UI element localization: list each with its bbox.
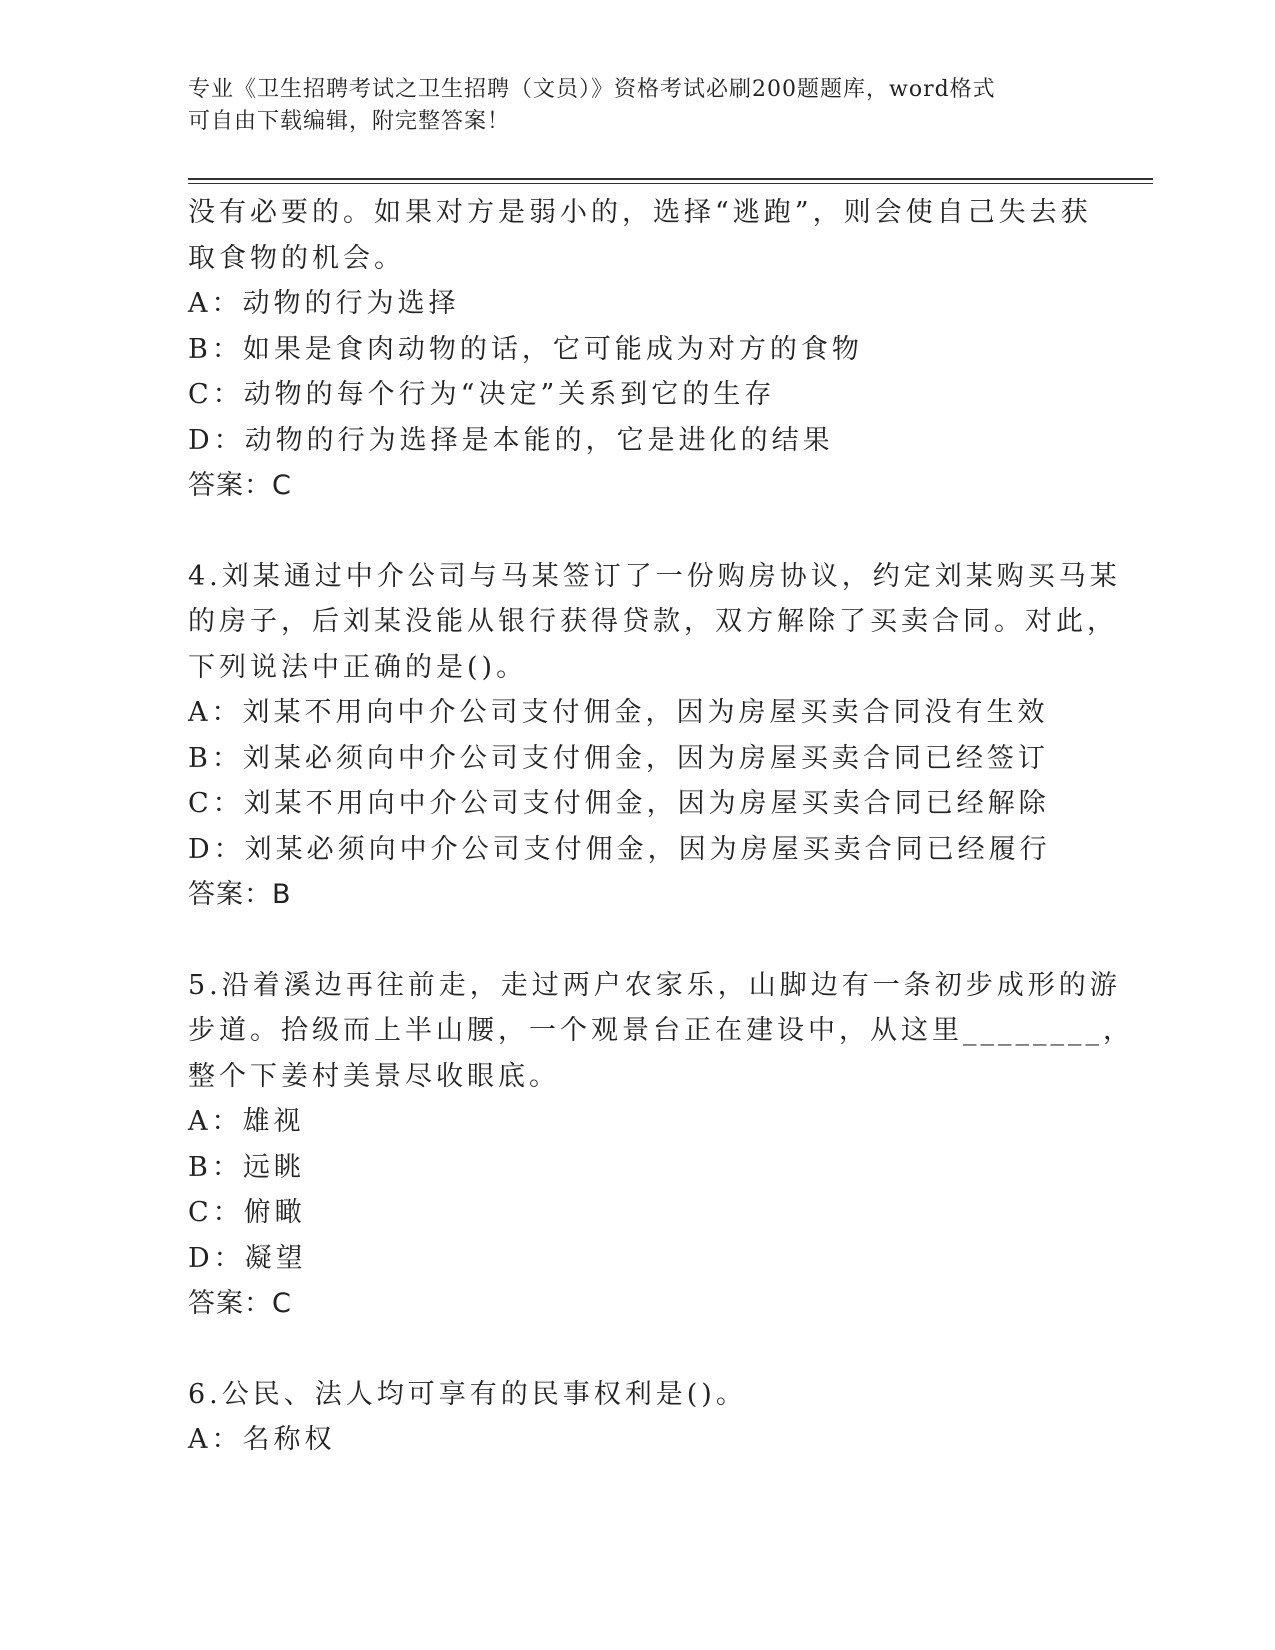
header-line-1: 专业《卫生招聘考试之卫生招聘（文员）》资格考试必刷200题题库，word格式: [188, 77, 996, 102]
document-body: [188, 190, 1134, 1463]
question-line: 没有必要的。如果对方是弱小的，选择“逃跑”，则会使自己失去获: [188, 197, 1092, 228]
option-a: A：刘某不用向中介公司支付佣金，因为房屋买卖合同没有生效: [188, 697, 1049, 728]
option-d: D：凝望: [188, 1242, 307, 1274]
answer-line: 答案：C: [188, 1288, 292, 1319]
question-5: [188, 963, 1134, 1327]
option-d: D：刘某必须向中介公司支付佣金，因为房屋买卖合同已经履行: [188, 833, 1051, 865]
question-line: 6.公民、法人均可享有的民事权利是()。: [188, 1378, 747, 1410]
question-line: 4.刘某通过中介公司与马某签订了一份购房协议，约定刘某购买马某: [188, 560, 1121, 592]
option-d: D：动物的行为选择是本能的，它是进化的结果: [188, 424, 834, 456]
question-line: 下列说法中正确的是()。: [188, 651, 528, 683]
option-a: A：动物的行为选择: [188, 288, 460, 319]
option-c: C：俯瞰: [188, 1197, 306, 1228]
question-text: [188, 554, 1121, 691]
question-text: [188, 1372, 1088, 1418]
option-a: A：名称权: [188, 1424, 336, 1455]
question-line: 整个下姜村美景尽收眼底。: [188, 1060, 560, 1092]
header-rule-thick: [188, 178, 1153, 180]
question-line: 取食物的机会。: [188, 242, 405, 274]
question-line: 步道。拾级而上半山腰，一个观景台正在建设中，从这里________，: [188, 1015, 1134, 1046]
document-header: [188, 74, 1068, 138]
question-4: [188, 554, 1121, 918]
option-b: B：刘某必须向中介公司支付佣金，因为房屋买卖合同已经签订: [188, 742, 1049, 774]
option-b: B：远眺: [188, 1151, 305, 1183]
header-rule-thin: [188, 183, 1153, 184]
option-c: C：动物的每个行为“决定”关系到它的生存: [188, 379, 776, 410]
question-line: 5.沿着溪边再往前走，走过两户农家乐，山脚边有一条初步成形的游: [188, 969, 1121, 1001]
question-text: [188, 963, 1134, 1100]
option-b: B：如果是食肉动物的话，它可能成为对方的食物: [188, 333, 863, 365]
header-line-2: 可自由下载编辑，附完整答案！: [188, 109, 511, 134]
question-3-continuation: [188, 190, 1092, 509]
question-line: 的房子，后刘某没能从银行获得贷款，双方解除了买卖合同。对此，: [188, 606, 1118, 637]
question-6: [188, 1372, 1088, 1463]
question-text: [188, 190, 1092, 281]
option-a: A：雄视: [188, 1106, 305, 1137]
answer-line: 答案：C: [188, 470, 292, 501]
option-c: C：刘某不用向中介公司支付佣金，因为房屋买卖合同已经解除: [188, 788, 1050, 819]
answer-line: 答案：B: [188, 879, 292, 910]
